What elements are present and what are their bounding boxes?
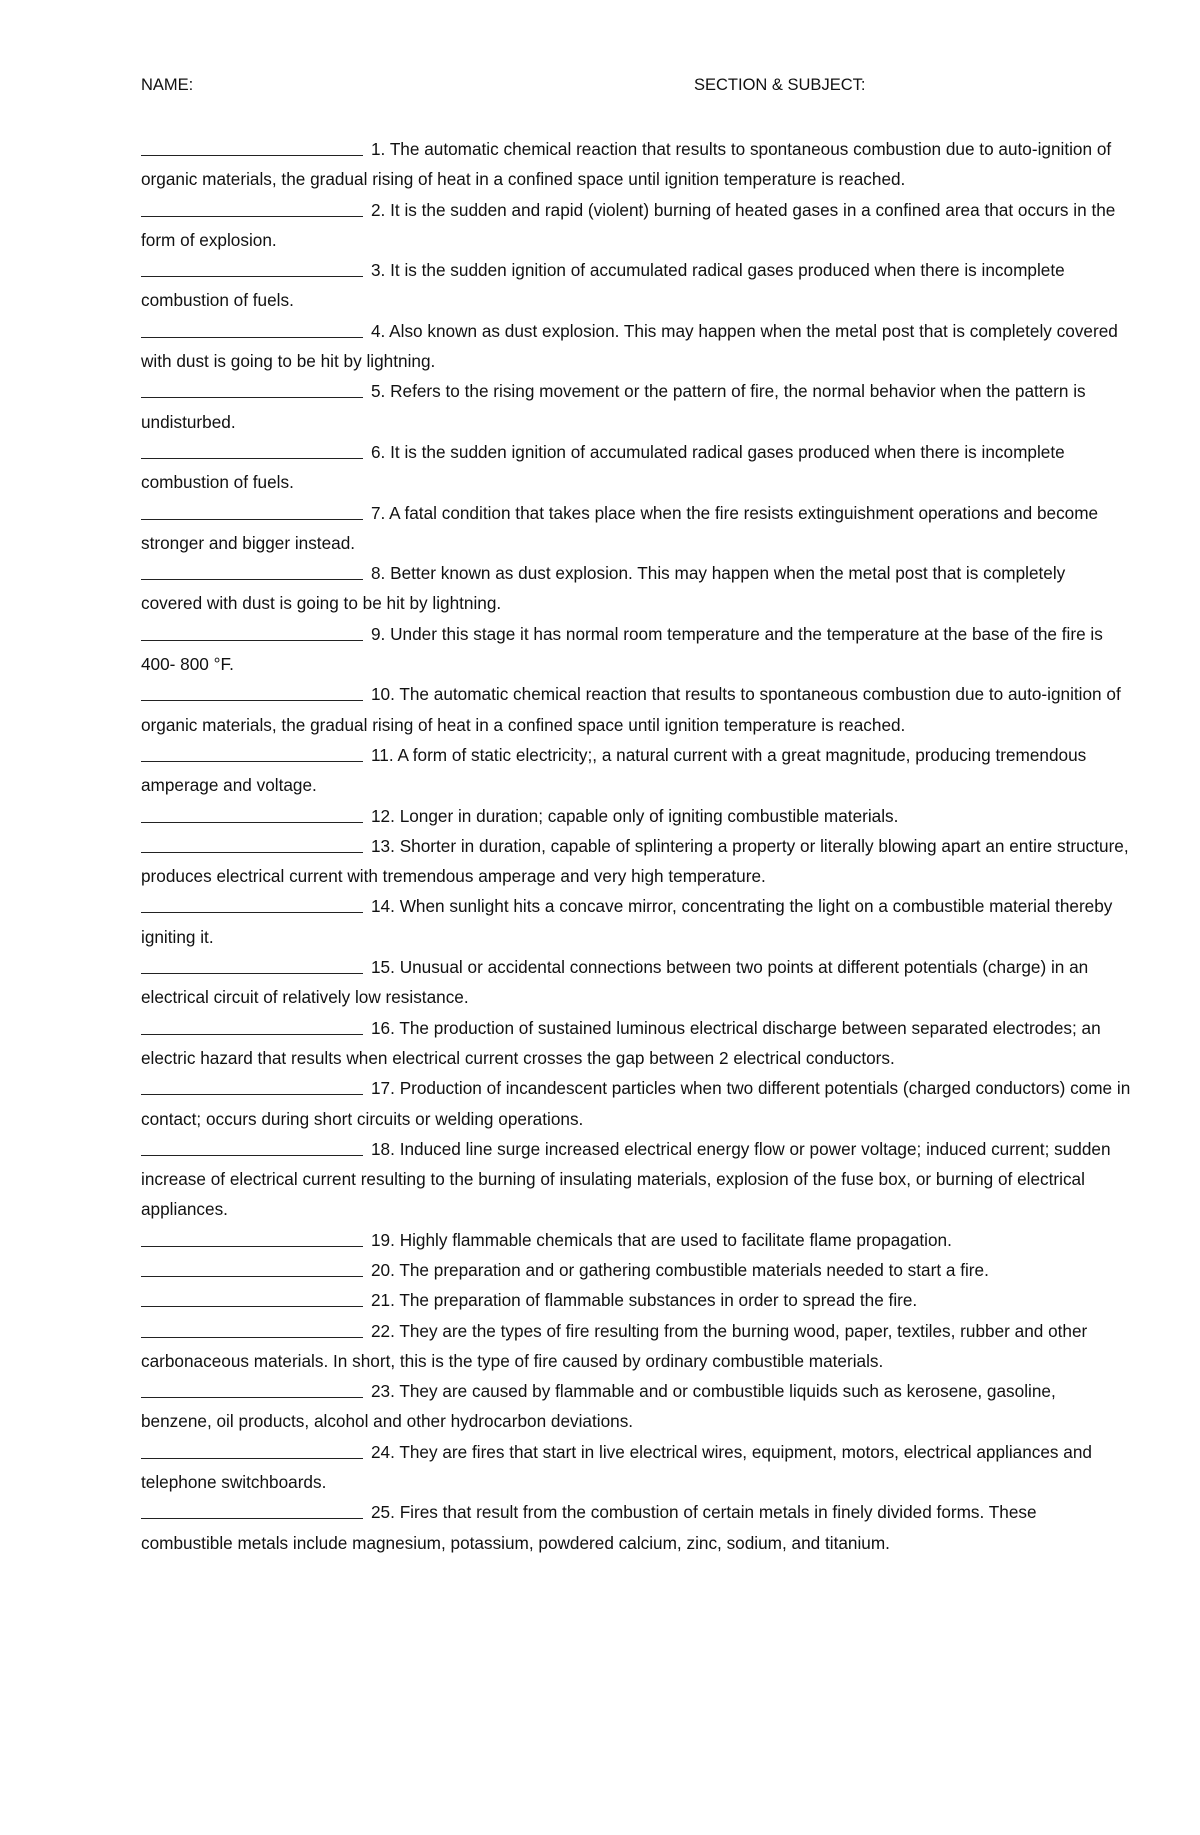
question-text: When sunlight hits a concave mirror, concentrating the light on a combustible material thereby igniting it.	[141, 896, 1113, 947]
question-item	[141, 1437, 1131, 1498]
question-text: A fatal condition that takes place when the fire resists extinguishment operations and become stronger and bigger instead.	[141, 502, 1099, 553]
section-subject-label: SECTION & SUBJECT:	[694, 76, 866, 94]
question-number: 4.	[371, 320, 386, 341]
question-item	[141, 952, 1131, 1013]
question-number: 6.	[371, 441, 386, 462]
question-text: They are fires that start in live electrical wires, equipment, motors, electrical appliances and telephone switchboards.	[141, 1441, 1092, 1493]
question-text: Longer in duration; capable only of igniting combustible materials.	[399, 805, 899, 826]
question-number: 21.	[371, 1290, 395, 1311]
question-number: 19.	[371, 1229, 395, 1250]
answer-blank[interactable]	[141, 622, 363, 641]
answer-blank[interactable]	[141, 1076, 363, 1095]
question-number: 20.	[371, 1259, 395, 1280]
question-text: A form of static electricity;, a natural current with a great magnitude, producing tremendous amperage and voltage.	[141, 744, 1087, 796]
question-number: 3.	[371, 260, 386, 281]
question-number: 1.	[371, 139, 386, 159]
question-text: Refers to the rising movement or the pattern of fire, the normal behavior when the pattern is undisturbed.	[141, 381, 1086, 432]
question-item	[141, 1073, 1131, 1134]
question-number: 16.	[371, 1017, 395, 1038]
answer-blank[interactable]	[141, 258, 363, 277]
answer-blank[interactable]	[141, 561, 363, 580]
question-item	[141, 831, 1131, 892]
answer-blank[interactable]	[141, 804, 363, 823]
question-text: It is the sudden and rapid (violent) burning of heated gases in a confined area that occurs in the form of explosion.	[141, 199, 1116, 250]
question-item	[141, 1285, 1131, 1315]
question-number: 13.	[371, 835, 395, 856]
answer-blank[interactable]	[141, 501, 363, 520]
question-number: 12.	[371, 805, 395, 826]
question-item	[141, 679, 1131, 740]
question-number: 11.	[371, 744, 394, 765]
answer-blank[interactable]	[141, 137, 363, 156]
question-text: The automatic chemical reaction that results to spontaneous combustion due to auto-ignition of organic materials, the gradual rising of heat in a confined space until ignition temperature is reached.	[141, 139, 1112, 190]
question-item	[141, 558, 1131, 619]
question-number: 17.	[371, 1078, 395, 1099]
question-item	[141, 1316, 1131, 1377]
answer-blank[interactable]	[141, 1440, 363, 1459]
question-item	[141, 195, 1131, 256]
question-text: The preparation of flammable substances in order to spread the fire.	[399, 1290, 918, 1311]
answer-blank[interactable]	[141, 198, 363, 217]
question-text: Highly flammable chemicals that are used to facilitate flame propagation.	[399, 1229, 952, 1250]
question-item	[141, 437, 1131, 498]
question-text: Unusual or accidental connections between two points at different potentials (charge) in an electrical circuit of relatively low resistance.	[141, 957, 1089, 1008]
answer-blank[interactable]	[141, 1258, 363, 1277]
question-number: 15.	[371, 957, 395, 978]
question-item	[141, 316, 1131, 377]
question-number: 9.	[371, 623, 386, 644]
question-item	[141, 1497, 1131, 1558]
question-item	[141, 498, 1131, 559]
question-item	[141, 1376, 1131, 1437]
question-number: 2.	[371, 199, 386, 220]
answer-blank[interactable]	[141, 319, 363, 338]
question-text: Also known as dust explosion. This may happen when the metal post that is completely covered with dust is going to be hit by lightning.	[141, 320, 1118, 372]
answer-blank[interactable]	[141, 743, 363, 762]
answer-blank[interactable]	[141, 1016, 363, 1035]
question-item	[141, 891, 1131, 952]
question-item	[141, 1134, 1131, 1225]
question-text: Shorter in duration, capable of splintering a property or literally blowing apart an entire structure, produces electrical current with tremendous amperage and very high temperature.	[141, 835, 1129, 887]
answer-blank[interactable]	[141, 1500, 363, 1519]
question-text: The production of sustained luminous electrical discharge between separated electrodes; an electric hazard that results when electrical current crosses the gap between 2 electrical conductors.	[141, 1017, 1101, 1068]
question-text: Production of incandescent particles when two different potentials (charged conductors) come in contact; occurs during short circuits or welding operations.	[141, 1078, 1131, 1129]
worksheet-header	[141, 76, 1101, 100]
question-text: They are caused by flammable and or combustible liquids such as kerosene, gasoline, benzene, oil products, alcohol and other hydrocarbon deviations.	[141, 1381, 1056, 1432]
answer-blank[interactable]	[141, 440, 363, 459]
answer-blank[interactable]	[141, 1288, 363, 1307]
answer-blank[interactable]	[141, 1228, 363, 1247]
answer-blank[interactable]	[141, 682, 363, 701]
question-item	[141, 1225, 1131, 1255]
answer-blank[interactable]	[141, 834, 363, 853]
question-item	[141, 801, 1131, 831]
question-number: 8.	[371, 563, 386, 584]
question-number: 25.	[371, 1502, 395, 1523]
question-text: The automatic chemical reaction that results to spontaneous combustion due to auto-ignition of organic materials, the gradual rising of heat in a confined space until ignition temperature is reached.	[141, 684, 1121, 735]
question-item	[141, 255, 1131, 316]
answer-blank[interactable]	[141, 379, 363, 398]
question-number: 14.	[371, 896, 395, 917]
question-item	[141, 740, 1131, 801]
question-item	[141, 1013, 1131, 1074]
question-item	[141, 376, 1131, 437]
question-text: Fires that result from the combustion of certain metals in finely divided forms. These combustible metals include magnesium, potassium, powdered calcium, zinc, sodium, and titanium.	[141, 1502, 1037, 1553]
question-text: Induced line surge increased electrical energy flow or power voltage; induced current; sudden increase of electrical current resulting to the burning of insulating materials, explosion of the fuse box, or burning of electrical appliances.	[141, 1138, 1111, 1220]
question-number: 7.	[371, 502, 386, 523]
question-number: 23.	[371, 1381, 395, 1402]
question-text: It is the sudden ignition of accumulated radical gases produced when there is incomplete combustion of fuels.	[141, 441, 1065, 493]
question-item	[141, 1255, 1131, 1285]
answer-blank[interactable]	[141, 1319, 363, 1338]
question-item	[141, 134, 1131, 195]
question-text: It is the sudden ignition of accumulated radical gases produced when there is incomplete combustion of fuels.	[141, 260, 1065, 311]
answer-blank[interactable]	[141, 1137, 363, 1156]
question-text: Better known as dust explosion. This may happen when the metal post that is completely covered with dust is going to be hit by lightning.	[141, 563, 1066, 614]
question-list	[141, 134, 1131, 1558]
answer-blank[interactable]	[141, 894, 363, 913]
name-label: NAME:	[141, 76, 194, 94]
question-number: 24.	[371, 1441, 395, 1462]
question-number: 10.	[371, 684, 395, 705]
answer-blank[interactable]	[141, 955, 363, 974]
question-text: They are the types of fire resulting from the burning wood, paper, textiles, rubber and other carbonaceous materials. In short, this is the type of fire caused by ordinary combustible materials.	[141, 1320, 1088, 1371]
question-text: Under this stage it has normal room temperature and the temperature at the base of the fire is 400- 800 °F.	[141, 623, 1103, 675]
question-number: 22.	[371, 1320, 395, 1341]
question-number: 5.	[371, 381, 386, 402]
question-item	[141, 619, 1131, 680]
answer-blank[interactable]	[141, 1379, 363, 1398]
question-number: 18.	[371, 1138, 395, 1159]
question-text: The preparation and or gathering combustible materials needed to start a fire.	[399, 1259, 989, 1280]
